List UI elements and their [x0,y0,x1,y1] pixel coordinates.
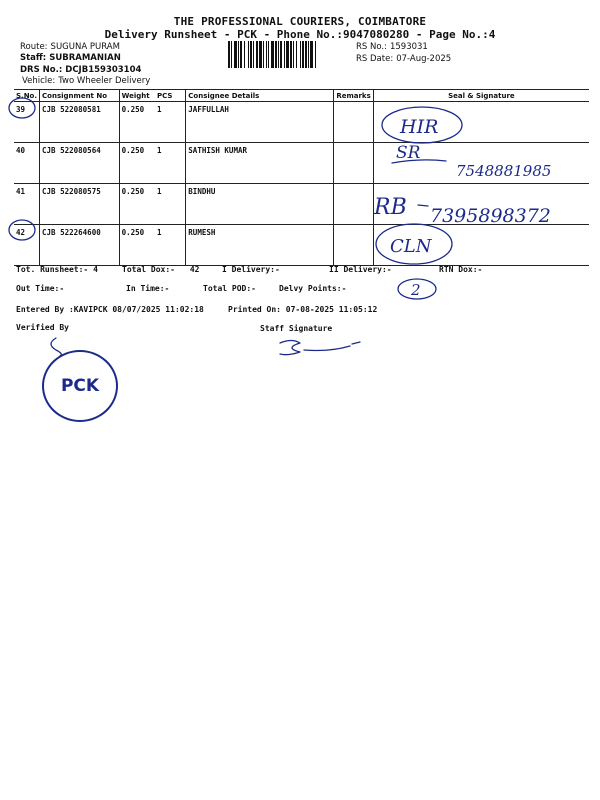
total-dox-label: Total Dox:- [122,265,175,274]
col-seal-signature: Seal & Signature [373,90,589,102]
col-consignee: Consignee Details [186,90,334,102]
rs-no-label: RS No.: [356,42,387,52]
cln-handwriting: CLN [390,236,432,257]
cell-consignee: SATHISH KUMAR [186,143,334,184]
cell-pcs: 1 [155,225,186,266]
i-delivery: I Delivery:- [222,265,280,274]
staff-signature-mark [280,341,360,355]
entered-by: Entered By :KAVIPCK 08/07/2025 11:02:18 [16,305,204,314]
cell-consignee: JAFFULLAH [186,102,334,143]
cell-sno: 42 [14,225,40,266]
col-weight: Weight [119,90,155,102]
vehicle-label: Vehicle: [22,76,56,86]
phone-2-handwriting: 7395898372 [430,205,551,227]
cell-weight: 0.250 [119,143,155,184]
runsheet-subtitle: Delivery Runsheet - PCK - Phone No.:9047080280 - Page No.:4 [104,28,496,41]
cell-weight: 0.250 [119,184,155,225]
sr-handwriting: SR [396,143,421,163]
route-value: SUGUNA PURAM [50,42,120,52]
cell-consignment: CJB 522080564 [40,143,120,184]
staff-value: SUBRAMANIAN [49,53,121,63]
rs-no-value: 1593031 [389,42,428,52]
drs-label: DRS No.: [20,65,63,75]
verified-by: Verified By [16,323,69,332]
col-pcs: PCS [155,90,186,102]
cell-sno: 40 [14,143,40,184]
route-label: Route: [20,42,48,52]
phone-1-handwriting: 7548881985 [456,162,552,180]
cell-consignee: BINDHU [186,184,334,225]
rtn-dox: RTN Dox:- [439,265,483,274]
total-dox [122,265,199,274]
rb-handwriting: RB [374,195,407,220]
tot-runsheet: Tot. Runsheet:- 4 [16,265,98,274]
staff-signature-label: Staff Signature [260,324,333,333]
sno-39-circle-mark [9,98,35,118]
cell-weight: 0.250 [119,102,155,143]
count-handwriting: 2 [411,281,421,299]
total-dox-value: 42 [189,265,200,274]
cell-pcs: 1 [155,143,186,184]
cell-sno: 41 [14,184,40,225]
rs-date-label: RS Date: [356,54,394,64]
cell-pcs: 1 [155,184,186,225]
staff-label: Staff: [20,53,47,63]
rb-dash-mark [418,205,428,206]
col-sno: S.No. [14,90,40,102]
verified-scribble-mark [51,338,61,356]
cell-consignment: CJB 522080581 [40,102,120,143]
in-time: In Time:- [126,284,170,293]
cell-sno: 39 [14,102,40,143]
cell-weight: 0.250 [119,225,155,266]
cell-pcs: 1 [155,102,186,143]
total-pod: Total POD:- [203,284,256,293]
ii-delivery: II Delivery:- [329,265,392,274]
rs-date-value: 07-Aug-2025 [396,54,452,64]
cell-consignment: CJB 522264600 [40,225,120,266]
cell-consignment: CJB 522080575 [40,184,120,225]
delvy-points: Delvy Points:- [279,284,347,293]
company-title: THE PROFESSIONAL COURIERS, COIMBATORE [173,15,427,28]
printed-on: Printed On: 07-08-2025 11:05:12 [228,305,378,314]
hir-handwriting: HIR [400,116,439,138]
vehicle-value: Two Wheeler Delivery [58,76,151,86]
sno-42-circle-mark [9,220,35,240]
col-remarks: Remarks [334,90,373,102]
pck-stamp [42,350,118,422]
cell-consignee: RUMESH [186,225,334,266]
col-consignment: Consignment No [40,90,120,102]
pck-stamp-text: PCK [60,376,100,396]
out-time: Out Time:- [16,284,65,293]
drs-value: DCJB159303104 [65,65,142,75]
